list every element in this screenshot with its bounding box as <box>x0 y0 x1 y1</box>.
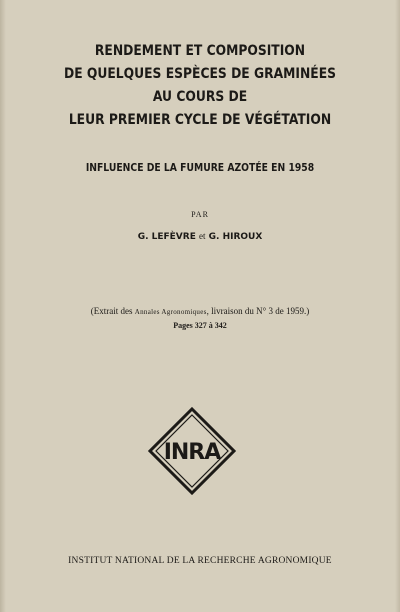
extract-note <box>0 305 400 332</box>
extract-open: (Extrait des <box>90 306 135 316</box>
institute-footer: INSTITUT NATIONAL DE LA RECHERCHE AGRONOMIQUE <box>68 556 332 566</box>
extract-journal: Annales Agronomiques <box>134 308 207 316</box>
author-conjunction: et <box>199 231 206 241</box>
extract-pages: Pages 327 à 342 <box>173 321 227 330</box>
author-first: G. LEFÈVRE <box>137 232 196 242</box>
document-subtitle: INFLUENCE DE LA FUMURE AZOTÉE EN 1958 <box>85 161 315 174</box>
title-line-1: RENDEMENT ET COMPOSITION <box>94 43 306 59</box>
author-second: G. HIROUX <box>208 232 263 242</box>
extract-rest: , livraison du N° 3 de 1959.) <box>206 306 310 316</box>
authors <box>0 231 400 242</box>
logo-text: INRA <box>163 440 221 465</box>
inra-logo <box>148 407 236 495</box>
title-line-3: AU COURS DE <box>152 89 248 105</box>
by-label: PAR <box>191 210 209 219</box>
title-line-2: DE QUELQUES ESPÈCES DE GRAMINÉES <box>63 66 337 82</box>
document-title <box>24 40 376 132</box>
title-line-4: LEUR PREMIER CYCLE DE VÉGÉTATION <box>68 112 332 128</box>
